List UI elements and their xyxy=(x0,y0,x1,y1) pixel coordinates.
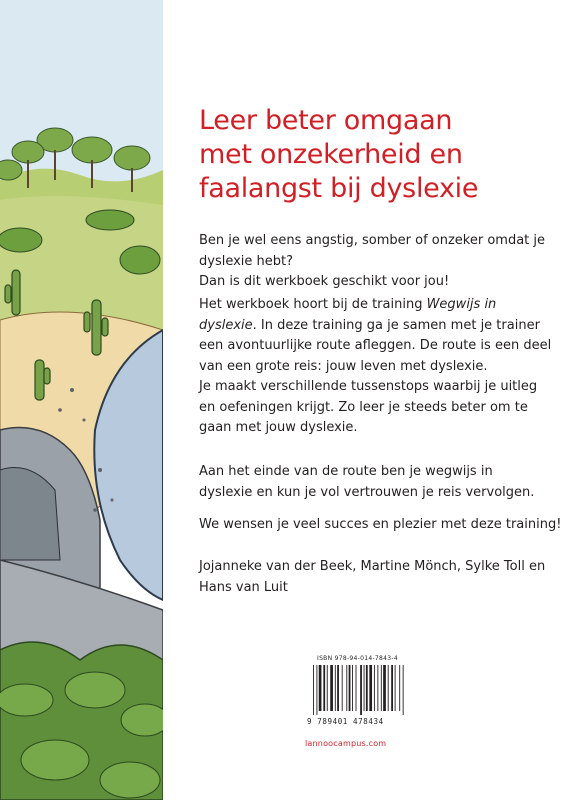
text-line: We wensen je veel succes en plezier met deze training! xyxy=(199,517,562,532)
barcode-bar xyxy=(349,665,351,711)
barcode-bar xyxy=(364,665,365,711)
back-cover-text xyxy=(199,0,565,800)
isbn-barcode xyxy=(307,655,477,733)
barcode-bar xyxy=(399,665,400,711)
barcode-bar xyxy=(374,665,375,711)
training-title-part: Wegwijs in xyxy=(426,297,497,312)
barcode-bar xyxy=(360,665,362,715)
text-line: van een grote reis: jouw leven met dyslexie. xyxy=(199,358,488,374)
route-end-paragraph xyxy=(199,462,561,503)
landscape-illustration xyxy=(0,0,163,800)
barcode-bar xyxy=(366,665,368,711)
publisher-website: lannoocampus.com xyxy=(305,739,387,748)
barcode-digits: 9 789401 478434 xyxy=(307,717,384,726)
headline-line-1: Leer beter omgaan xyxy=(199,105,453,136)
barcode-bar xyxy=(391,665,393,711)
headline-line-3: faalangst bij dyslexie xyxy=(199,173,479,204)
text-line: een avontuurlijke route afleggen. De route is een deel xyxy=(199,338,552,353)
barcode-bar xyxy=(369,665,372,711)
text-segment: Het werkboek hoort bij de training xyxy=(199,297,427,312)
barcode-bar xyxy=(335,665,336,711)
text-line: Dan is dit werkboek geschikt voor jou! xyxy=(199,274,450,289)
barcode-icon xyxy=(307,665,439,717)
text-line xyxy=(199,316,561,337)
barcode-bar xyxy=(346,665,347,711)
headline-line-2: met onzekerheid en xyxy=(199,139,463,170)
intro-paragraph xyxy=(199,231,561,293)
text-line: Je maakt verschillende tussenstops waarbij je uitleg xyxy=(199,379,538,394)
barcode-bar xyxy=(313,665,314,715)
text-line: gaan met jouw dyslexie. xyxy=(199,420,358,435)
barcode-bar xyxy=(316,665,317,715)
barcode-bar xyxy=(330,665,333,711)
text-line: dyslexie en kun je vol vertrouwen je reis vervolgen. xyxy=(199,484,535,500)
barcode-bar xyxy=(327,665,328,711)
barcode-bar xyxy=(377,665,378,711)
training-paragraph xyxy=(199,295,561,439)
wishes-paragraph xyxy=(199,515,561,536)
text-line: Ben je wel eens angstig, somber of onzeker omdat je xyxy=(199,233,546,248)
barcode-bar xyxy=(388,665,389,711)
text-line: dyslexie hebt? xyxy=(199,253,294,269)
isbn-label: ISBN 978-94-014-7843-4 xyxy=(317,655,398,662)
barcode-bar xyxy=(323,665,325,711)
text-segment: . In deze training ga je samen met je trainer xyxy=(252,317,540,333)
text-line: en oefeningen krijgt. Zo leer je steeds beter om te xyxy=(199,399,528,415)
text-line xyxy=(199,295,561,316)
text-line: Jojanneke van der Beek, Martine Mönch, Sylke Toll en xyxy=(199,559,546,574)
training-title-part: dyslexie xyxy=(199,317,253,333)
barcode-bar xyxy=(342,665,343,711)
barcode-bar xyxy=(381,665,382,711)
barcode-bar xyxy=(356,665,357,711)
barcode-bar xyxy=(383,665,386,711)
text-line: Aan het einde van de route ben je wegwijs in xyxy=(199,464,493,479)
text-line: Hans van Luit xyxy=(199,579,288,595)
barcode-bar xyxy=(352,665,353,711)
barcode-bar xyxy=(403,665,404,715)
headline xyxy=(199,104,559,206)
cover-illustration xyxy=(0,0,163,800)
barcode-bar xyxy=(395,665,396,711)
barcode-bar xyxy=(319,665,322,711)
authors-paragraph xyxy=(199,557,561,598)
barcode-bar xyxy=(337,665,339,711)
